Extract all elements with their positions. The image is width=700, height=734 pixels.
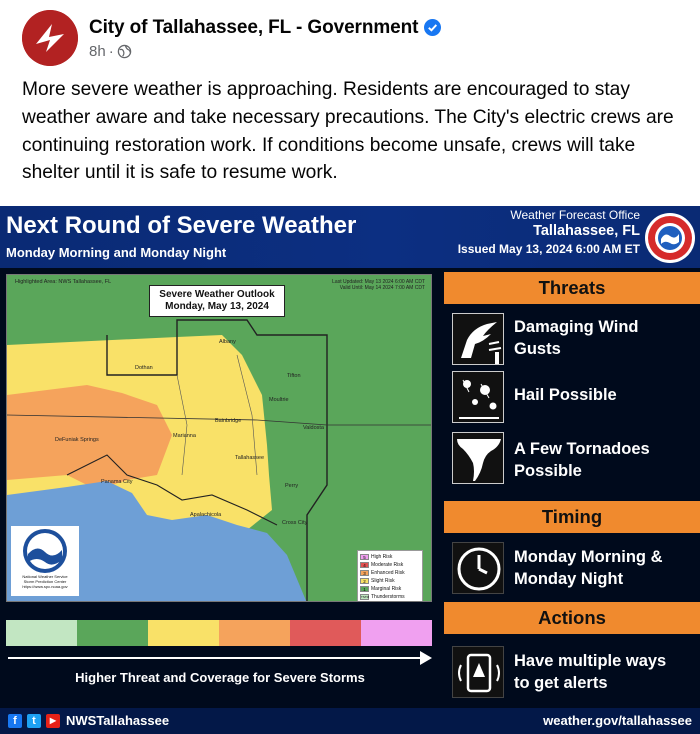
update-note [332,279,425,291]
scale-caption: Higher Threat and Coverage for Severe Storms [75,670,365,685]
outlook-title-box [149,285,285,317]
legend-label: Enhanced Risk [371,570,405,576]
outlook-title: Severe Weather Outlook [159,289,275,300]
city-label: Moultrie [269,397,289,403]
timing-line-2: Monday Night [514,570,624,588]
tornado-icon [452,432,504,484]
weather-graphic[interactable] [0,206,700,734]
arrow-right-icon [420,651,432,665]
office-label: Weather Forecast Office [510,208,640,222]
issued-time: Issued May 13, 2024 6:00 AM ET [457,242,640,256]
threat-wind-line-2: Gusts [514,340,561,358]
scale-enhanced [219,620,290,646]
legend-label: Moderate Risk [371,562,404,568]
scale-moderate [290,620,361,646]
scale-slight [148,620,219,646]
scale-marginal [77,620,148,646]
legend-item [360,585,420,593]
scale-high [361,620,432,646]
legend-swatch: TSTM [361,595,370,599]
author-block [89,17,441,60]
noaa-caption-1: National Weather Service [22,574,68,579]
legend-swatch: 1 [360,586,369,592]
noaa-logo-icon [22,528,68,574]
city-label: Apalachicola [190,512,222,518]
highlight-note: Highlighted Area: NWS Tallahassee, FL [15,279,112,285]
post-timestamp[interactable]: 8h [89,42,106,60]
city-label: Tallahassee [235,455,265,461]
author-row [89,17,441,39]
legend-label: High Risk [371,554,393,560]
city-label: DeFuniak Springs [55,437,99,443]
noaa-caption-3: https://www.spc.noaa.gov [22,584,68,589]
update-line-2: Valid Until: May 14 2024 7:00 AM CDT [339,285,425,291]
footer-handle: NWSTallahassee [66,713,170,728]
actions-line-1: Have multiple ways [514,652,667,670]
update-line-1: Last Updated: May 13 2024 6:00 AM CDT [332,279,425,285]
avatar[interactable] [22,10,78,66]
city-label: Albany [219,339,236,345]
legend-item [360,593,420,601]
city-label: Dothan [135,365,153,371]
timing-header: Timing [444,501,700,533]
author-name[interactable]: City of Tallahassee, FL - Government [89,16,419,38]
graphic-banner [0,206,700,268]
city-label: Marianna [173,433,196,439]
threat-tornado-label [514,438,650,482]
actions-line-2: to get alerts [514,674,608,692]
twitter-icon: t [27,714,41,728]
legend-item [360,577,420,585]
legend-label: Thunderstorms [371,594,405,600]
risk-legend [357,550,423,602]
office-city: Tallahassee, FL [533,223,640,239]
legend-swatch: 4 [360,562,369,568]
legend-swatch: 2 [360,578,369,584]
threat-hail-label [514,384,617,406]
nws-logo-icon [644,212,696,264]
outlook-map [6,274,432,602]
threat-tornado-line-1: A Few Tornadoes [514,440,650,458]
legend-item [360,569,420,577]
legend-label: Slight Risk [371,578,395,584]
verified-badge-icon [424,19,441,36]
wind-tree-icon [452,313,504,365]
clock-icon [452,542,504,594]
city-label: Tifton [287,373,301,379]
city-label: Panama City [101,479,133,485]
hail-icon [452,371,504,423]
city-label: Perry [285,483,299,489]
actions-label [514,650,666,694]
legend-swatch: 5 [360,554,369,560]
globe-icon [117,44,132,59]
city-seal-icon [22,10,78,66]
timing-line-1: Monday Morning & [514,548,663,566]
post-header [22,10,441,66]
meta-separator: · [108,42,114,60]
actions-header: Actions [444,602,700,634]
scale-tstm [6,620,77,646]
legend-label: Marginal Risk [371,586,402,592]
legend-item [360,553,420,561]
post-body: More severe weather is approaching. Residents are encouraged to stay weather aware and take necessary precautions. The City's electric crews are continuing restoration work. If conditions become unsafe, crews will take shelter until it is safe to resume work. [22,79,674,184]
facebook-icon: f [8,714,22,728]
noaa-badge [11,526,79,596]
threat-scale [6,620,432,646]
city-label: Cross City [282,520,308,526]
timing-label [514,546,662,590]
graphic-title: Next Round of Severe Weather [6,212,357,239]
post-meta [89,43,441,60]
threats-header: Threats [444,272,700,304]
office-info [458,208,640,256]
footer-url: weather.gov/tallahassee [543,713,692,728]
city-label: Bainbridge [215,418,242,424]
graphic-subtitle: Monday Morning and Monday Night [6,245,227,260]
phone-alert-icon [452,646,504,698]
outlook-date: Monday, May 13, 2024 [165,301,269,312]
threat-hail-line-1: Hail Possible [514,386,617,404]
threat-tornado-line-2: Possible [514,462,582,480]
noaa-caption-2: Storm Prediction Center [23,579,67,584]
legend-item [360,561,420,569]
threat-wind-line-1: Damaging Wind [514,318,639,336]
graphic-footer [0,708,700,734]
legend-swatch: 3 [360,570,369,576]
threat-wind-label [514,316,639,360]
youtube-icon: ▶ [46,714,60,728]
scale-arrow-line [8,657,428,659]
city-label: Valdosta [303,425,324,431]
